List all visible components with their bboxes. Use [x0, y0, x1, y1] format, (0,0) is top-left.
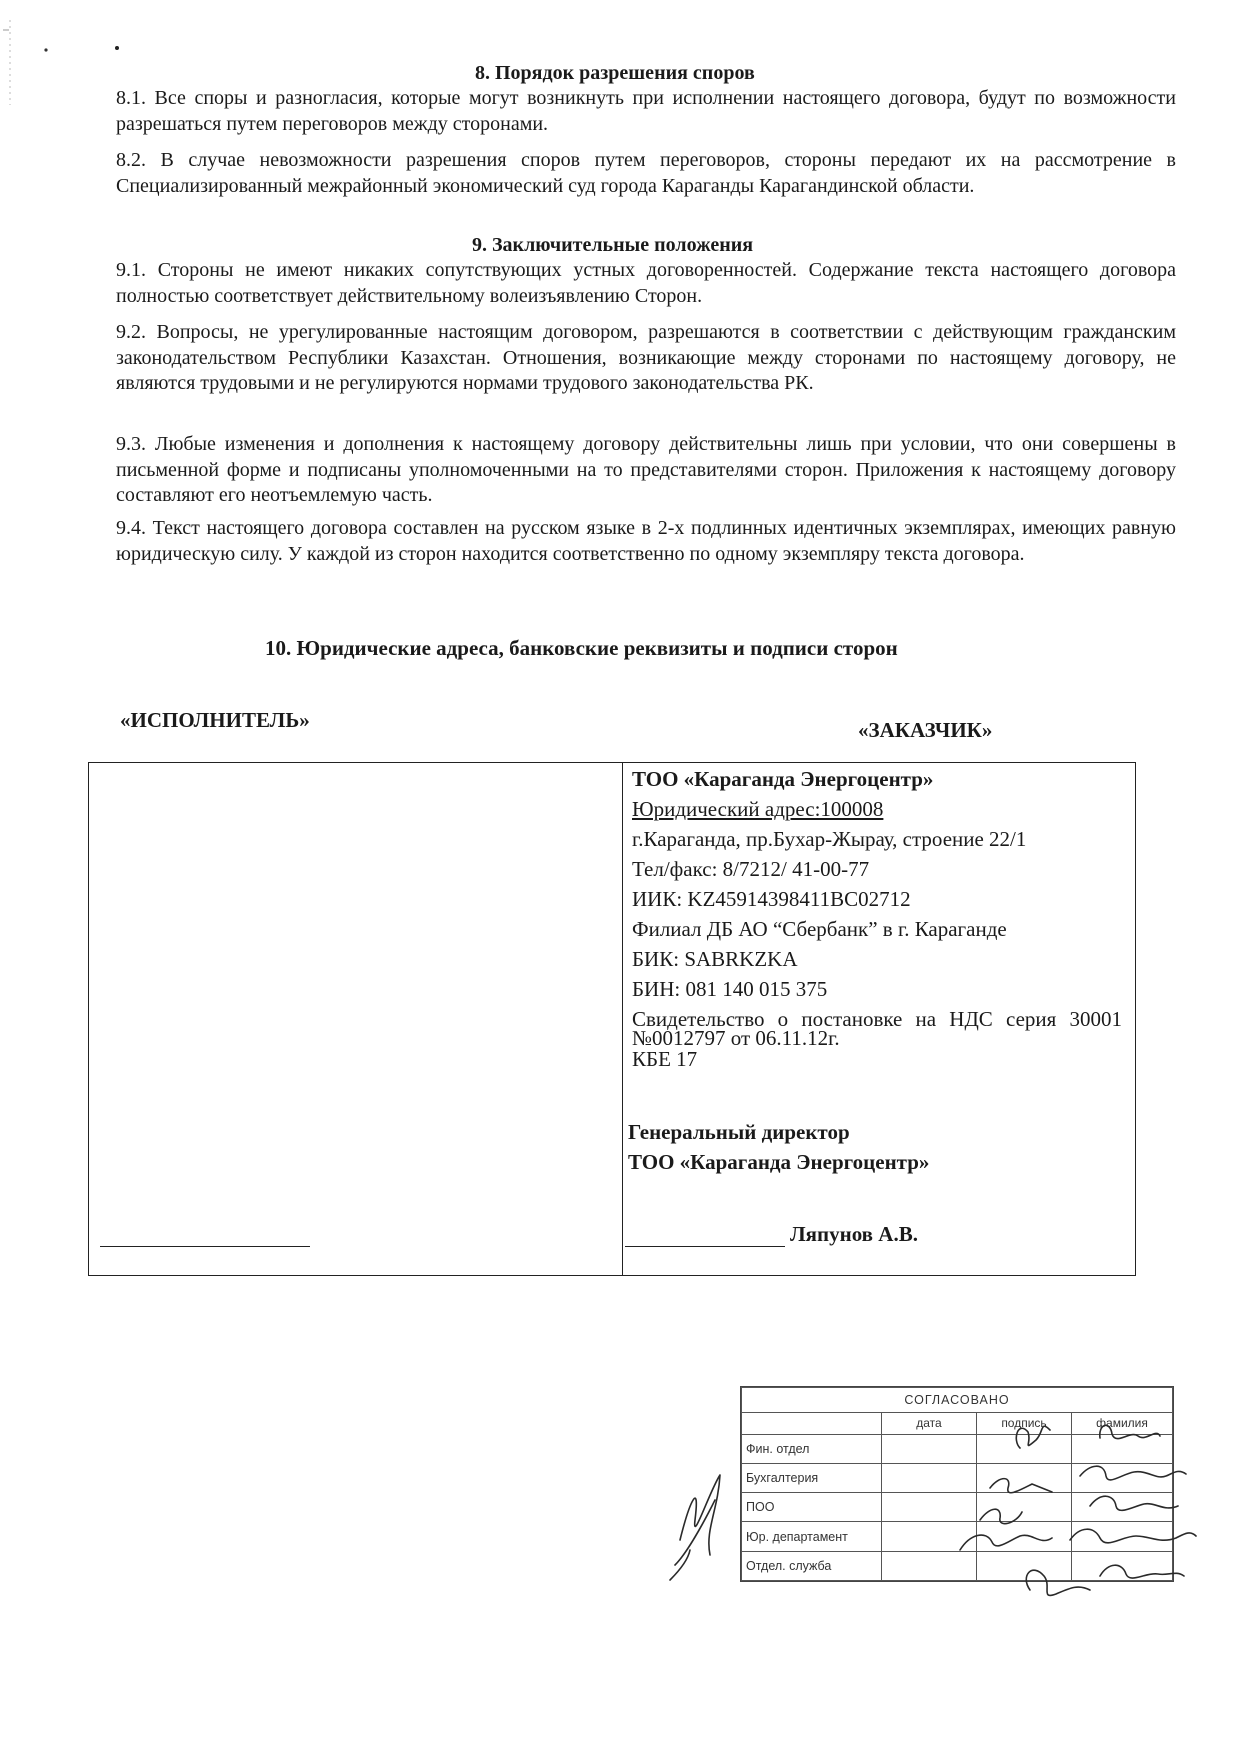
- customer-legal-address: Юридический адрес:100008: [632, 797, 884, 821]
- approval-row: [742, 1493, 1173, 1522]
- section10-heading: 10. Юридические адреса, банковские реквизиты и подписи сторон: [265, 636, 898, 660]
- approval-row-department: ПОО: [742, 1493, 882, 1522]
- approval-row: [742, 1434, 1173, 1463]
- executor-label: «ИСПОЛНИТЕЛЬ»: [120, 708, 310, 732]
- director-title: Генеральный директор: [628, 1120, 850, 1144]
- customer-requisites: [632, 764, 1122, 1070]
- executor-signature-line: [100, 1246, 310, 1247]
- approval-row-department: Отдел. служба: [742, 1551, 882, 1580]
- approval-row-department: Юр. департамент: [742, 1522, 882, 1551]
- approval-stamp-corner: [742, 1412, 882, 1434]
- approval-row: [742, 1522, 1173, 1551]
- customer-address: г.Караганда, пр.Бухар-Жырау, строение 22/1: [632, 827, 1027, 851]
- director-company: ТОО «Караганда Энергоцентр»: [628, 1150, 930, 1174]
- section9-paragraph-1: 9.1. Стороны не имеют никаких сопутствующих устных договоренностей. Содержание текста настоящего договора полностью соответствует действительному волеизъявлению Сторон.: [116, 259, 1176, 307]
- approval-row: [742, 1464, 1173, 1493]
- customer-label: «ЗАКАЗЧИК»: [858, 718, 993, 742]
- approval-col-signature: подпись: [977, 1412, 1072, 1434]
- approval-col-date: дата: [882, 1412, 977, 1434]
- approval-col-surname: фамилия: [1072, 1412, 1173, 1434]
- section8-paragraph-2: 8.2. В случае невозможности разрешения споров путем переговоров, стороны передают их на рассмотрение в Специализированный межрайонный экономический суд города Караганды Карагандинской области.: [116, 149, 1176, 197]
- section9-paragraph-2: 9.2. Вопросы, не урегулированные настоящим договором, разрешаются в соответствии с действующим гражданским законодательством Республики Казахстан. Отношения, возникающие между сторонами по настоящему договору, не являются трудовыми и не регулируются нормами трудового законодательства РК.: [116, 321, 1176, 394]
- customer-company-name: ТОО «Караганда Энергоцентр»: [632, 767, 934, 791]
- customer-signer-name: Ляпунов А.В.: [790, 1222, 918, 1246]
- section8-heading: 8. Порядок разрешения споров: [475, 62, 755, 84]
- section9-paragraph-3: 9.3. Любые изменения и дополнения к настоящему договору действительны лишь при условии, что они совершены в письменной форме и подписаны уполномоченными на то представителями сторон. Приложения к настоящему договору составляют его неотъемлемую часть.: [116, 433, 1176, 506]
- approval-row-department: Бухгалтерия: [742, 1464, 882, 1493]
- section9-paragraph-4: 9.4. Текст настоящего договора составлен на русском языке в 2-х подлинных идентичных экземплярах, имеющих равную юридическую силу. У каждой из сторон находится соответственно по одному экземпляру текста договора.: [116, 517, 1176, 565]
- scan-margin-marks: [0, 0, 130, 110]
- customer-bik: БИК: SABRKZKA: [632, 947, 798, 971]
- approval-row: [742, 1551, 1173, 1580]
- customer-vat-certificate: Свидетельство о постановке на НДС серия 30001 №0012797 от 06.11.12г.: [632, 1007, 1122, 1050]
- requisites-column-divider: [622, 763, 623, 1275]
- section9-heading: 9. Заключительные положения: [472, 234, 754, 256]
- section8-paragraph-1: 8.1. Все споры и разногласия, которые могут возникнуть при исполнении настоящего договора, будут по возможности разрешаться путем переговоров между сторонами.: [116, 87, 1176, 135]
- customer-bin: БИН: 081 140 015 375: [632, 977, 828, 1001]
- customer-kbe: КБЕ 17: [632, 1047, 698, 1071]
- customer-phone: Тел/факс: 8/7212/ 41-00-77: [632, 857, 870, 881]
- approval-stamp: [740, 1386, 1174, 1582]
- customer-iik: ИИК: KZ45914398411BC02712: [632, 887, 911, 911]
- customer-bank: Филиал ДБ АО “Сбербанк” в г. Караганде: [632, 917, 1007, 941]
- approval-stamp-title: СОГЛАСОВАНО: [742, 1388, 1173, 1413]
- approval-row-department: Фин. отдел: [742, 1434, 882, 1463]
- customer-signature-line: [625, 1246, 785, 1247]
